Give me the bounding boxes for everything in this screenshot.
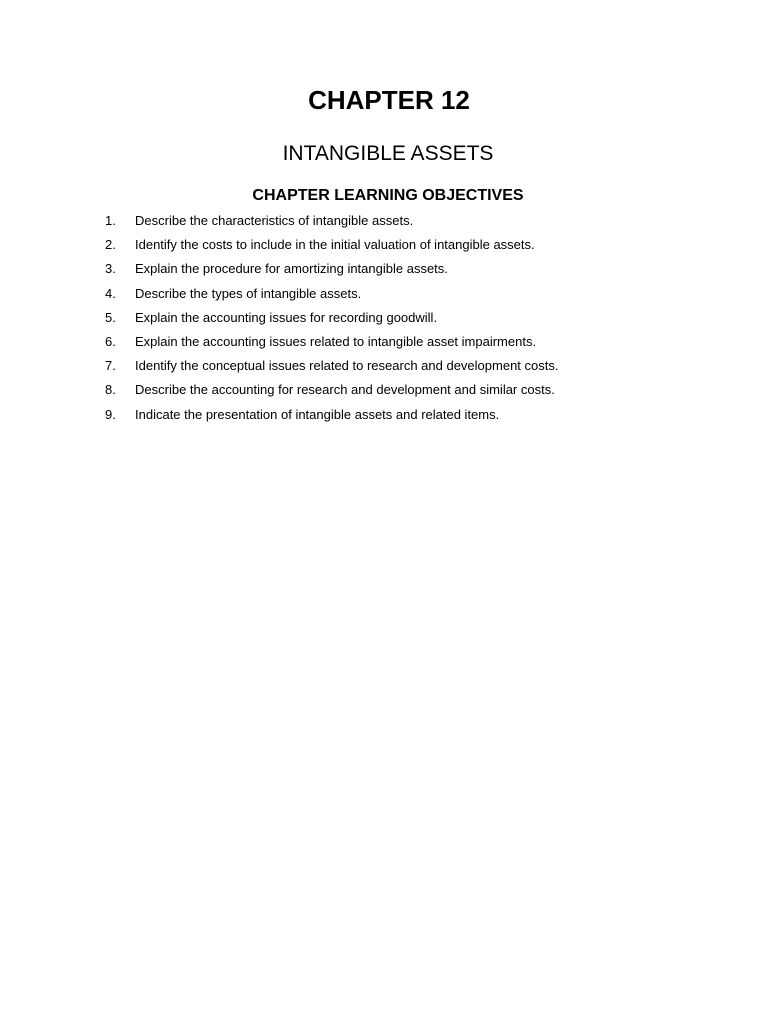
objective-item: [0, 333, 768, 357]
objective-number: 1.: [105, 213, 116, 228]
objective-text: Explain the procedure for amortizing intangible assets.: [135, 261, 448, 277]
objective-number: 8.: [105, 382, 116, 398]
objective-text: Describe the types of intangible assets.: [135, 285, 362, 301]
objective-text: Indicate the presentation of intangible assets and related items.: [135, 406, 500, 422]
objectives-list: [0, 212, 768, 430]
objective-text: Describe the accounting for research and development and similar costs.: [135, 382, 555, 398]
objective-number: 9.: [105, 406, 116, 422]
objective-item: [0, 236, 768, 260]
objective-number: 6.: [105, 333, 116, 349]
chapter-subtitle: INTANGIBLE ASSETS: [282, 142, 494, 165]
objective-text: Describe the characteristics of intangible assets.: [135, 213, 414, 228]
objective-number: 3.: [105, 261, 116, 277]
objective-text: Identify the conceptual issues related to research and development costs.: [135, 358, 559, 374]
objective-number: 2.: [105, 237, 116, 253]
objective-item: [0, 309, 768, 333]
objective-number: 5.: [105, 309, 116, 325]
objective-item: [0, 285, 768, 309]
objective-number: 4.: [105, 285, 116, 301]
objective-item: [0, 212, 768, 236]
objective-text: Explain the accounting issues for recording goodwill.: [135, 309, 438, 325]
objective-text: Identify the costs to include in the initial valuation of intangible assets.: [135, 237, 535, 253]
objectives-heading: CHAPTER LEARNING OBJECTIVES: [252, 187, 524, 204]
objective-item: [0, 260, 768, 284]
objective-item: [0, 357, 768, 381]
objective-item: [0, 381, 768, 405]
chapter-title: CHAPTER 12: [308, 85, 470, 115]
objective-item: [0, 406, 768, 430]
objective-text: Explain the accounting issues related to intangible asset impairments.: [135, 333, 537, 349]
objective-number: 7.: [105, 358, 116, 374]
